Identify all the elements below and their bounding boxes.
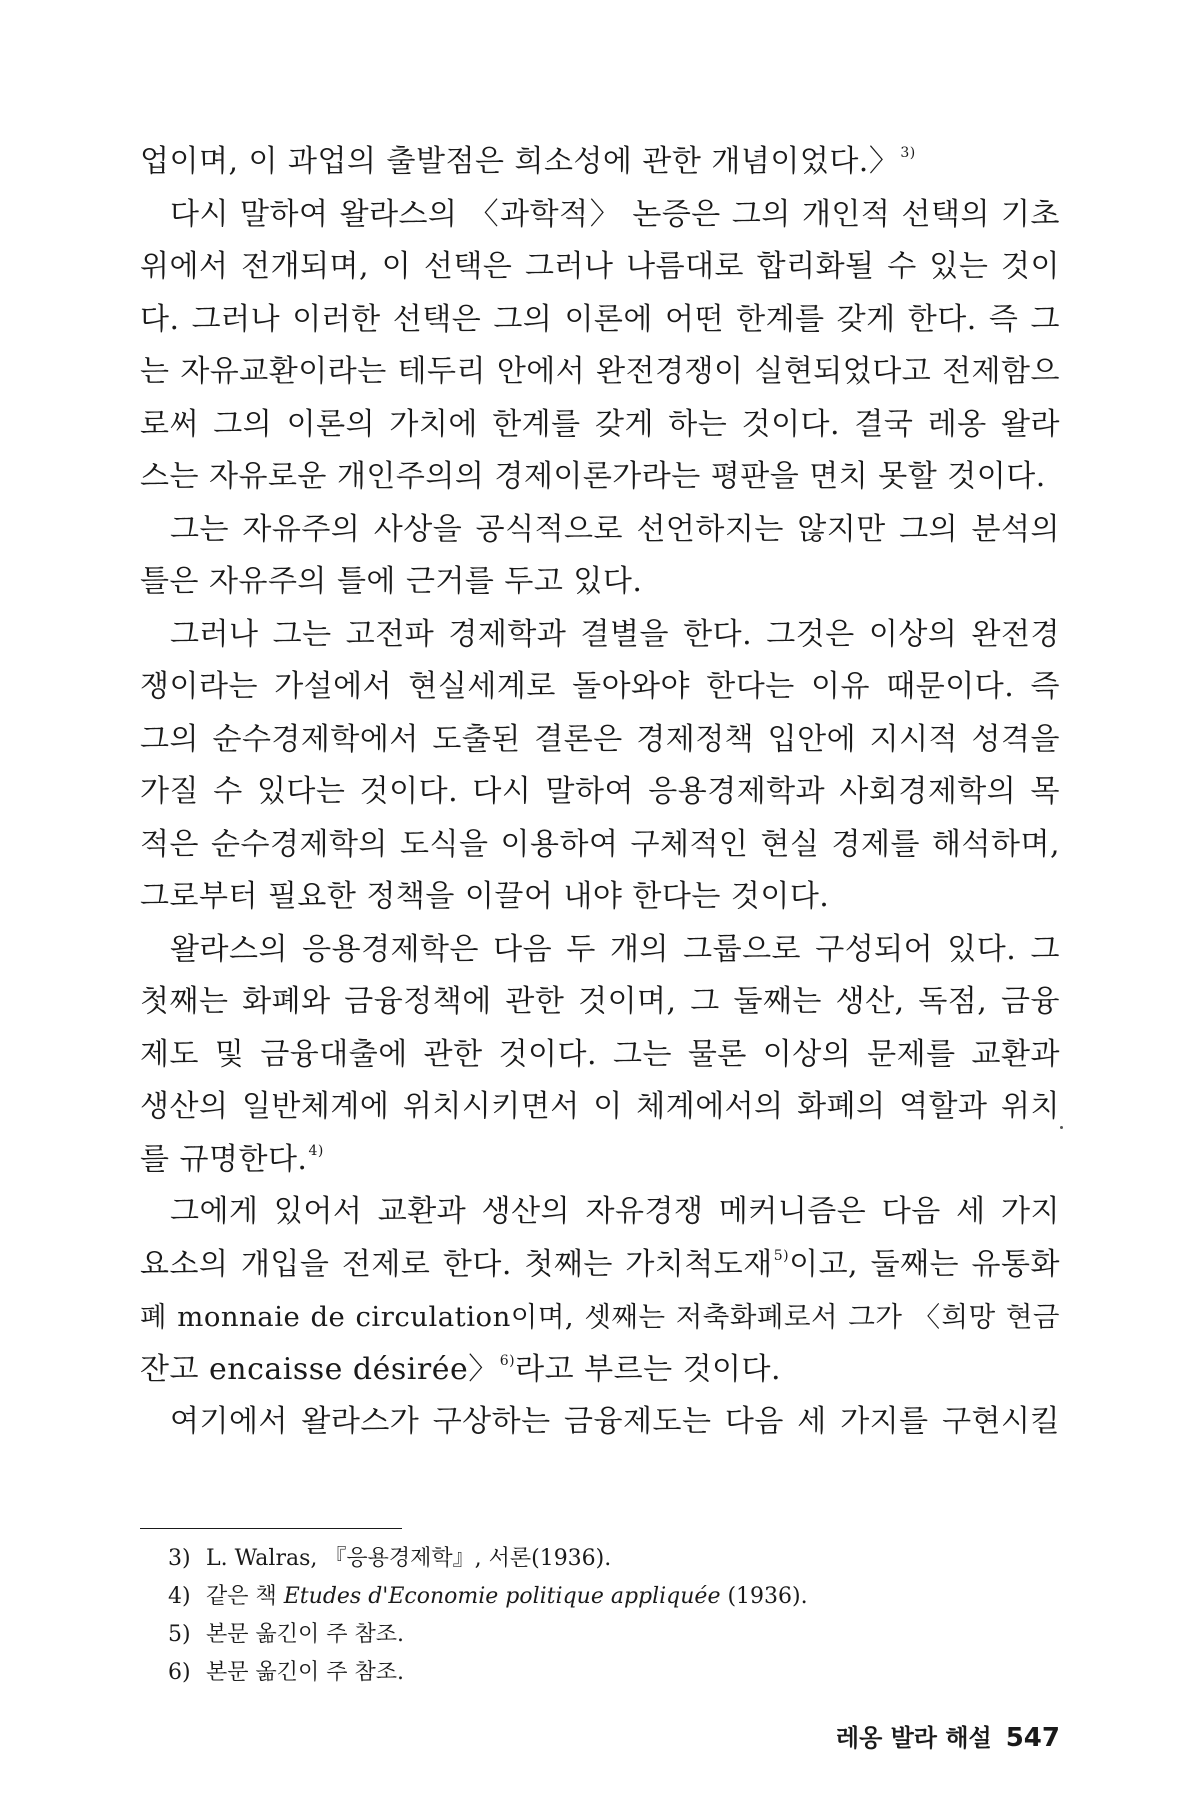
footnote-marker: 3)	[900, 145, 916, 161]
text-line: 는 자유교환이라는 테두리 안에서 완전경쟁이 실현되었다고 전제함으	[140, 354, 1060, 389]
text-line: 다. 그러나 이러한 선택은 그의 이론에 어떤 한계를 갖게 한다. 즉 그	[140, 301, 1060, 337]
text-line: 를 규명한다.$^{4)}$	[140, 1141, 324, 1177]
text-line: 폐 monnaie de circulation이며, 셋째는 저축화폐로서 그가 〈희망 현금	[140, 1301, 1060, 1333]
text-line: 제도 및 금융대출에 관한 것이다. 그는 물론 이상의 문제를 교환과	[140, 1036, 1060, 1072]
text-line: 가질 수 있다는 것이다. 다시 말하여 응용경제학과 사회경제학의 목	[140, 774, 1060, 809]
footnote-marker: 6)	[499, 1352, 516, 1369]
text-line: 그의 순수경제학에서 도출된 결론은 경제정책 입안에 지시적 성격을	[140, 721, 1060, 757]
text-line: 그로부터 필요한 정책을 이끌어 내야 한다는 것이다.	[140, 879, 830, 914]
footnote-number: 5)	[168, 1622, 191, 1647]
page-number: 547	[1005, 1723, 1060, 1753]
footnote: 6) 본문 옮긴이 주 참조.	[168, 1654, 1048, 1692]
text-line: 쟁이라는 가설에서 현실세계로 돌아와야 한다는 이유 때문이다. 즉	[140, 669, 1060, 704]
text-line: 그에게 있어서 교환과 생산의 자유경쟁 메커니즘은 다음 세 가지	[170, 1194, 1060, 1229]
footnote-number: 3)	[168, 1546, 191, 1571]
footnote-number: 4)	[168, 1584, 191, 1609]
print-speck	[1060, 1126, 1063, 1129]
running-footer	[836, 1718, 1060, 1753]
running-title: 레옹 발라 해설	[835, 1724, 992, 1752]
text-line: 첫째는 화폐와 금융정책에 관한 것이며, 그 둘째는 생산, 독점, 금융	[140, 984, 1060, 1019]
text-line: 틀은 자유주의 틀에 근거를 두고 있다.	[140, 564, 643, 599]
text-line: 적은 순수경제학의 도식을 이용하여 구체적인 현실 경제를 해석하며,	[140, 826, 1060, 862]
text-line: 왈라스의 응용경제학은 다음 두 개의 그룹으로 구성되어 있다. 그	[170, 931, 1060, 967]
text-line: 스는 자유로운 개인주의의 경제이론가라는 평판을 면치 못할 것이다.	[140, 459, 1046, 494]
text-line: 그러나 그는 고전파 경제학과 결별을 한다. 그것은 이상의 완전경	[170, 616, 1060, 652]
footnotes	[168, 1540, 1048, 1692]
text-line: 로써 그의 이론의 가치에 한계를 갖게 하는 것이다. 결국 레옹 왈라	[140, 406, 1060, 442]
footnote: 3) L. Walras, 『응용경제학』, 서론(1936).	[168, 1540, 1048, 1578]
footnote: 4) 같은 책 Etudes d'Economie politique appliquée (1936).	[168, 1578, 1048, 1616]
text-line: 업이며, 이 과업의 출발점은 희소성에 관한 개념이었다.〉$^{3)}$	[140, 144, 916, 179]
text-line: 다시 말하여 왈라스의 〈과학적〉 논증은 그의 개인적 선택의 기초	[170, 196, 1060, 232]
footnote-number: 6)	[168, 1660, 191, 1685]
footnote-marker: 4)	[308, 1142, 324, 1159]
footnote-separator-rule	[140, 1528, 402, 1529]
footnote-marker: 5)	[773, 1247, 790, 1264]
text-line: 잔고 encaisse désirée〉$^{6)}$라고 부르는 것이다.	[140, 1351, 782, 1387]
text-line: 위에서 전개되며, 이 선택은 그러나 나름대로 합리화될 수 있는 것이	[140, 249, 1060, 284]
text-line: 요소의 개입을 전제로 한다. 첫째는 가치척도재$^{5)}$이고, 둘째는 유통화	[140, 1246, 1060, 1282]
text-line: 생산의 일반체계에 위치시키면서 이 체계에서의 화폐의 역할과 위치	[140, 1089, 1060, 1124]
text-line: 여기에서 왈라스가 구상하는 금융제도는 다음 세 가지를 구현시킬	[170, 1404, 1060, 1439]
body-text	[140, 136, 1060, 1449]
text-line: 그는 자유주의 사상을 공식적으로 선언하지는 않지만 그의 분석의	[170, 511, 1060, 547]
footnote: 5) 본문 옮긴이 주 참조.	[168, 1616, 1048, 1654]
cited-title: Etudes d'Economie politique appliquée	[283, 1584, 721, 1609]
